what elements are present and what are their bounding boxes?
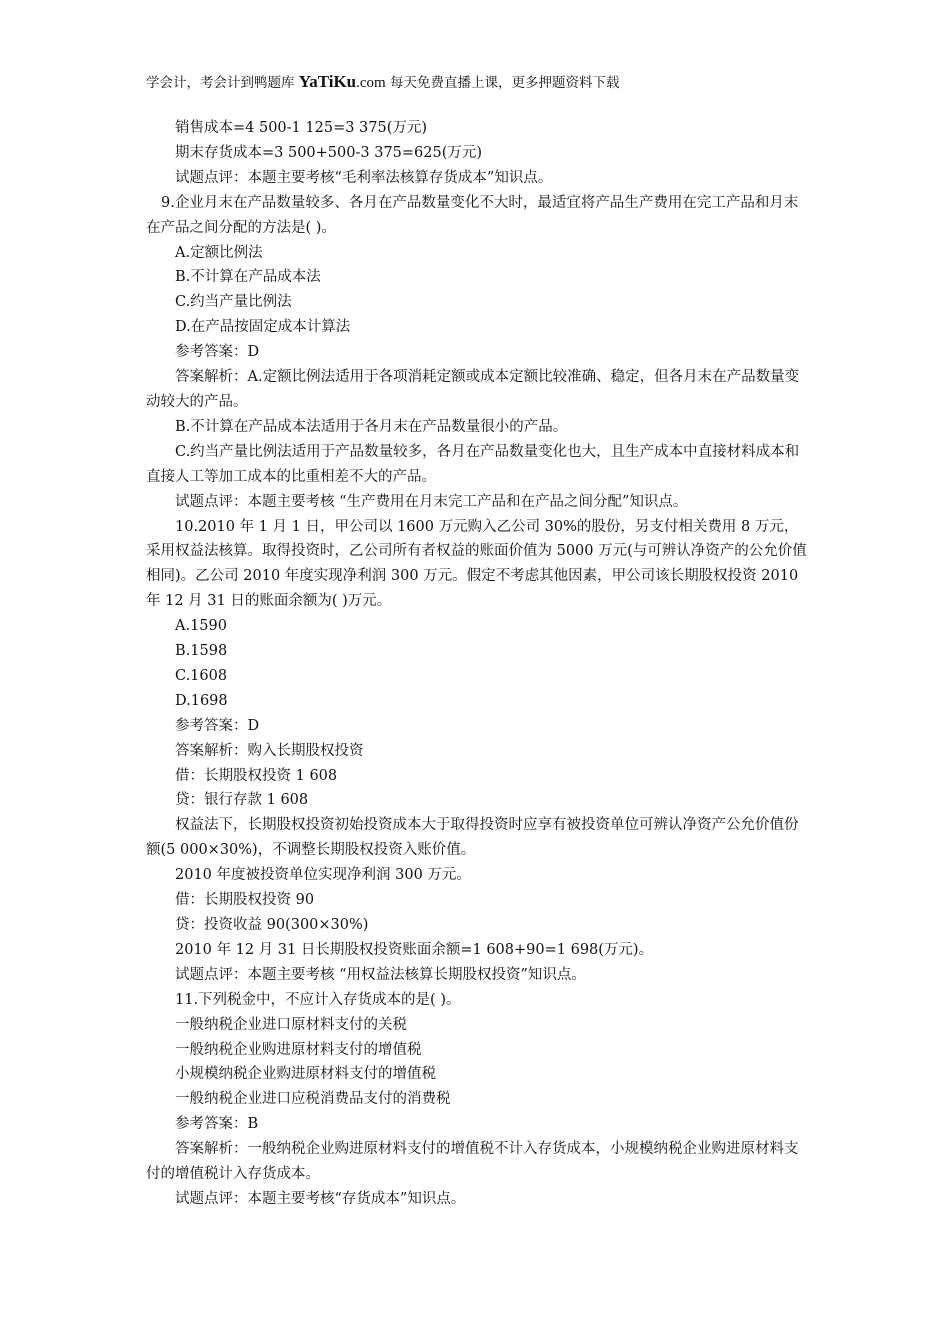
header-suffix: 每天免费直播上课，更多押题资料下载 <box>385 75 620 91</box>
text-line: 9.企业月末在产品数量较多、各月在产品数量变化不大时，最适宜将产品生产费用在完工产品和月末在产品之间分配的方法是( )。 <box>146 194 799 236</box>
header-prefix: 学会计，考会计到鸭题库 <box>146 75 299 91</box>
text-line: 销售成本=4 500-1 125=3 375(万元) <box>175 120 428 136</box>
text-line: 答案解析：A.定额比例法适用于各项消耗定额或成本定额比较准确、稳定，但各月末在产品数量变动较大的产品。 <box>146 369 800 410</box>
text-line: 期末存货成本=3 500+500-3 375=625(万元) <box>175 144 483 161</box>
text-line: C.约当产量比例法 <box>175 294 292 311</box>
text-line: 一般纳税企业购进原材料支付的增值税 <box>175 1041 422 1058</box>
text-line: C.约当产量比例法适用于产品数量较多，各月在产品数量变化也大，且生产成本中直接材料成本和直接人工等加工成本的比重相差不大的产品。 <box>146 443 800 485</box>
text-line: 试题点评：本题主要考核 “用权益法核算长期股权投资”知识点。 <box>175 966 586 983</box>
text-line: 10.2010 年 1 月 1 日，甲公司以 1600 万元购入乙公司 30%的股份，另支付相关费用 8 万元，采用权益法核算。取得投资时，乙公司所有者权益的账面价值为 5000 万元(与可辨认净资产的公允价值相同)。乙公司 2010 年度实现净利润 300 万元。假定不考虑其他因素，甲公司该长期股权投资 2010 年 12 月 31 日的账面余额为( )万元。 <box>146 518 807 610</box>
text-line: B.1598 <box>175 643 228 660</box>
text-line: A.定额比例法 <box>175 244 263 261</box>
text-line: 2010 年度被投资单位实现净利润 300 万元。 <box>175 867 471 884</box>
text-line: B.不计算在产品成本法 <box>175 269 321 286</box>
text-line: 一般纳税企业进口应税消费品支付的消费税 <box>175 1091 451 1108</box>
text-line: 贷：银行存款 1 608 <box>175 792 309 809</box>
text-line: 一般纳税企业进口原材料支付的关税 <box>175 1016 407 1033</box>
text-line: 2010 年 12 月 31 日长期股权投资账面余额=1 608+90=1 698(万元)。 <box>175 941 654 958</box>
text-line: 11.下列税金中，不应计入存货成本的是( )。 <box>175 991 461 1008</box>
text-line: 借：长期股权投资 1 608 <box>175 767 338 784</box>
text-line: 小规模纳税企业购进原材料支付的增值税 <box>175 1066 436 1083</box>
brand-name: YaTiKu <box>298 72 357 91</box>
text-line: 参考答案：B <box>175 1116 259 1133</box>
text-line: D.1698 <box>175 692 228 709</box>
text-line: A.1590 <box>175 618 227 635</box>
text-line: 试题点评：本题主要考核“存货成本”知识点。 <box>175 1190 466 1207</box>
brand-suffix: .com <box>356 75 386 91</box>
text-line: 权益法下，长期股权投资初始投资成本大于取得投资时应享有被投资单位可辨认净资产公允价值份额(5 000×30%)，不调整长期股权投资入账价值。 <box>146 817 799 859</box>
text-line: 试题点评：本题主要考核 “生产费用在月末完工产品和在产品之间分配”知识点。 <box>175 493 688 510</box>
text-line: 参考答案：D <box>175 344 260 361</box>
text-line: 借：长期股权投资 90 <box>175 892 315 909</box>
text-line: 贷：投资收益 90(300×30%) <box>175 917 369 933</box>
text-line: 答案解析：购入长期股权投资 <box>175 742 364 759</box>
text-line: B.不计算在产品成本法适用于各月末在产品数量很小的产品。 <box>175 418 568 435</box>
text-line: D.在产品按固定成本计算法 <box>175 319 351 336</box>
text-line: C.1608 <box>175 667 228 684</box>
text-line: 答案解析：一般纳税企业购进原材料支付的增值税不计入存货成本，小规模纳税企业购进原材料支付的增值税计入存货成本。 <box>146 1141 799 1183</box>
text-line: 试题点评：本题主要考核“毛利率法核算存货成本”知识点。 <box>175 169 553 186</box>
page-header <box>146 70 620 95</box>
document-body <box>146 116 810 1212</box>
text-line: 参考答案：D <box>175 717 260 734</box>
